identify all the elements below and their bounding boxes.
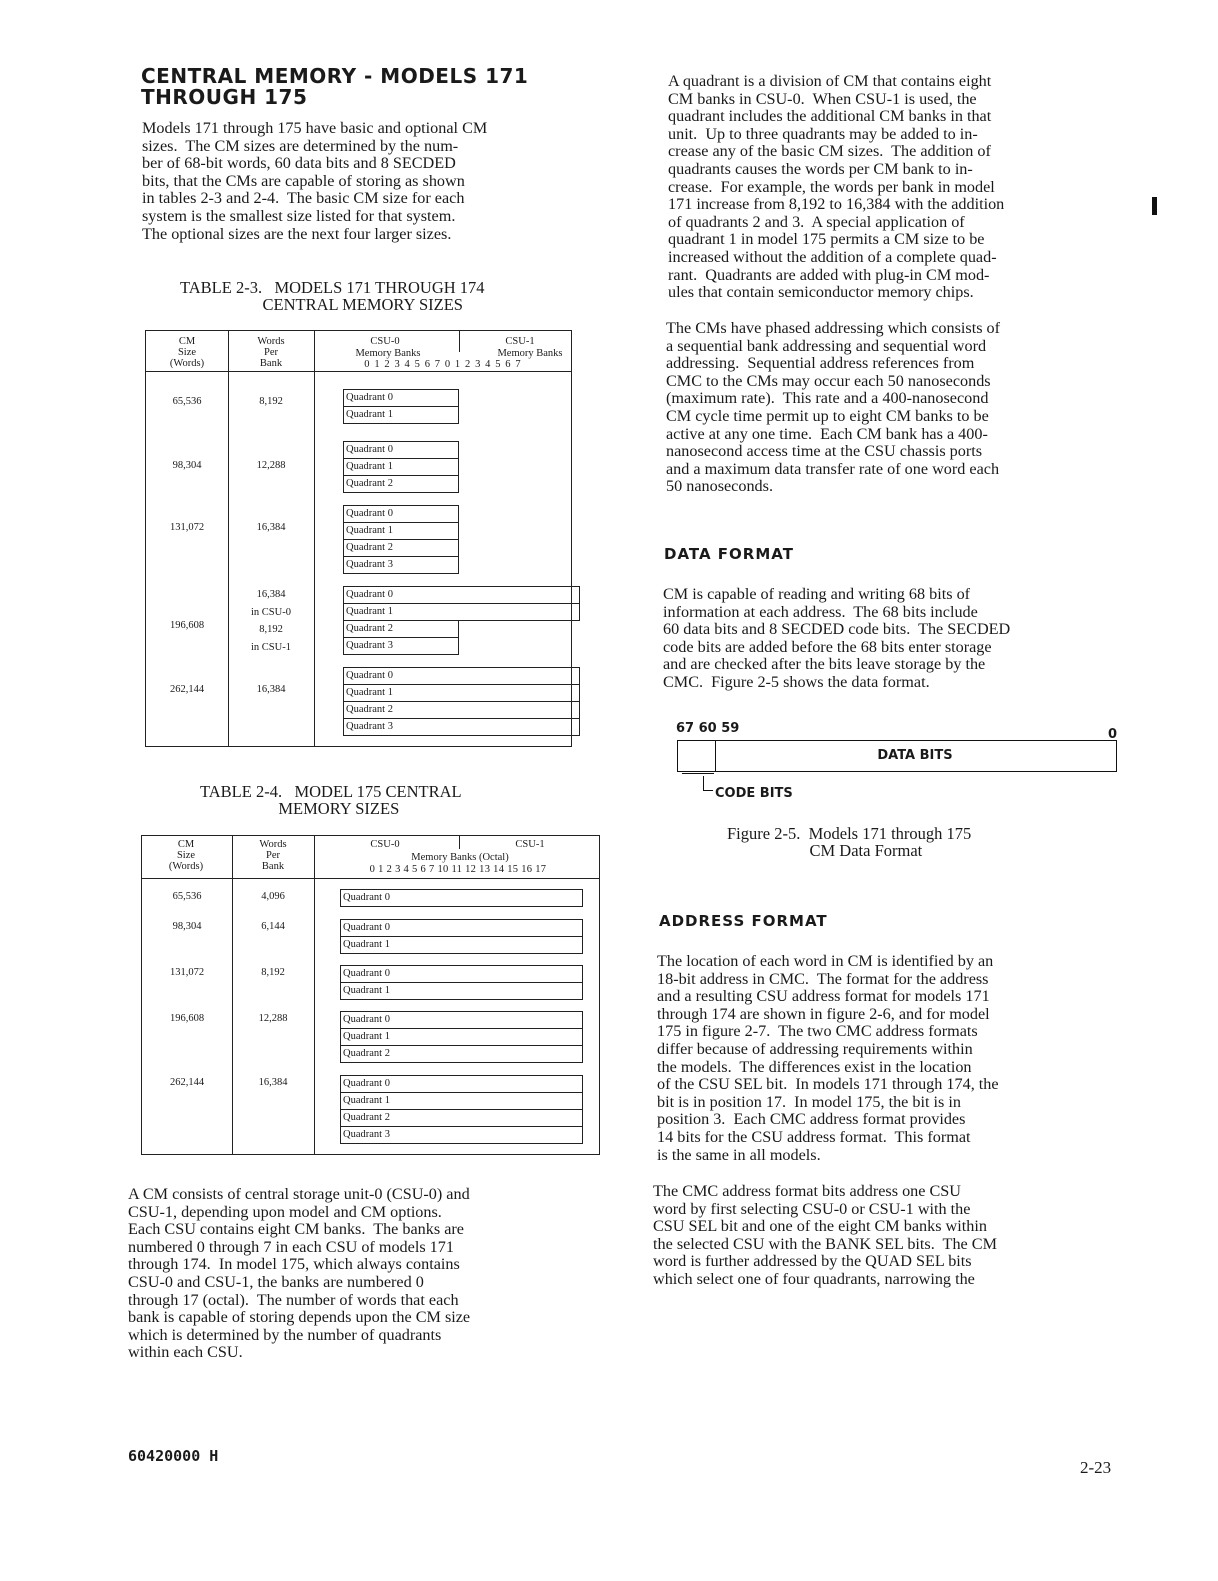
data-bits-label: DATA BITS [877,748,953,763]
quadrant-box: Quadrant 2 [343,539,459,557]
quadrant-box: Quadrant 0 [340,965,583,983]
quadrant-box: Quadrant 1 [343,522,459,540]
table-2-3-header-rule [145,371,572,372]
quadrant-box: Quadrant 2 [340,1109,583,1127]
quadrant-box: Quadrant 1 [340,936,583,954]
data-format-paragraph: CM is capable of reading and writing 68 bits of information at each address. The 68 bits include 60 data bits and 8 SECDED code bits. The SECDED code bits are added before the 68 bits enter storage and are checked after the bits leave storage by the CMC. Figure 2-5 shows the data format. [663,585,1011,691]
table-2-4-csu1: CSU-1 [515,839,545,850]
table-2-4-size-cell: 65,536 [172,891,202,902]
table-2-3-size-cell: 131,072 [169,522,205,533]
table-2-4-size-cell: 196,608 [169,1013,205,1024]
quadrant-box: Quadrant 1 [343,603,580,621]
quadrant-box: Quadrant 2 [343,620,459,638]
quadrant-box: Quadrant 0 [343,389,459,407]
table-2-3-words-cell: 12,288 [256,460,286,471]
table-2-4-words-cell: 12,288 [258,1013,288,1024]
table-2-4-size-cell: 98,304 [172,921,202,932]
quadrant-box: Quadrant 0 [343,667,580,685]
change-bar [1152,197,1157,215]
quadrant-box: Quadrant 3 [340,1126,583,1144]
table-2-3-words-cell: 16,384 in CSU-0 8,192 in CSU-1 [251,589,291,653]
table-2-4-csu-divider [459,835,460,849]
quadrant-box: Quadrant 0 [340,889,583,907]
table-2-3-size-cell: 196,608 [169,620,205,631]
table-2-3-caption: TABLE 2-3. MODELS 171 THROUGH 174 CENTRAL MEMORY SIZES [180,278,485,314]
quadrant-box: Quadrant 0 [340,1011,583,1029]
quadrant-box: Quadrant 0 [340,919,583,937]
page-number: 2-23 [1080,1458,1112,1477]
quadrant-box: Quadrant 1 [340,982,583,1000]
address-format-paragraph: The location of each word in CM is identified by an 18-bit address in CMC. The format for the address and a resulting CSU address format for models 171 through 174 are shown in figure 2-6, and for model 175 in figure 2-7. The two CMC address formats differ because of addressing requirements within the models. The differences exist in the location of the CSU SEL bit. In models 171 through 174, the bit is in position 17. In model 175, the bit is in position 3. Each CMC address format provides 14 bits for the CSU address format. This format is the same in all models. [657,952,999,1164]
address-format-heading: ADDRESS FORMAT [659,912,828,930]
quadrant-box: Quadrant 3 [343,637,459,655]
table-2-3-memory-banks-csu0: Memory Banks [355,348,421,359]
figure-2-5-caption: Figure 2-5. Models 171 through 175 CM Data Format [727,824,972,860]
quadrant-box: Quadrant 0 [343,505,459,523]
table-2-4-caption: TABLE 2-4. MODEL 175 CENTRAL MEMORY SIZES [200,782,462,818]
data-format-heading: DATA FORMAT [664,545,794,563]
table-2-3-col-words-per-bank: Words Per Bank [257,336,285,369]
phased-addressing-paragraph: The CMs have phased addressing which consists of a sequential bank addressing and sequential word addressing. Sequential address references from CMC to the CMs may occur each 50 nanoseconds (maximum rate). This rate and a 400-nanosecond CM cycle time permit up to eight CM banks to be active at any one time. Each CM bank has a 400- nanosecond access time at the CSU chassis ports and a maximum data transfer rate of one word each 50 nanoseconds. [666,319,1001,496]
quadrant-box: Quadrant 1 [343,684,580,702]
table-2-4-divider [314,835,315,1155]
quadrant-box: Quadrant 2 [343,475,459,493]
table-2-3-col-cm-size: CM Size (Words) [169,336,205,369]
code-bits-bracket [682,773,714,774]
table-2-4-words-cell: 4,096 [261,891,285,902]
quadrant-box: Quadrant 1 [343,406,459,424]
quadrant-box: Quadrant 0 [343,586,580,604]
quadrant-box: Quadrant 1 [340,1028,583,1046]
table-2-4-words-cell: 16,384 [258,1077,288,1088]
quadrant-box: Quadrant 1 [343,458,459,476]
section-heading: CENTRAL MEMORY - MODELS 171 THROUGH 175 [141,64,529,109]
quadrant-box: Quadrant 0 [340,1075,583,1093]
code-bits-label: CODE BITS [715,786,793,801]
table-2-3-words-cell: 16,384 [256,684,286,695]
quadrant-paragraph: A quadrant is a division of CM that contains eight CM banks in CSU-0. When CSU-1 is used, the quadrant includes the additional CM banks in that unit. Up to three quadrants may be added to in- crease any of the basic CM sizes. The addition of quadrants causes the words per CM bank to in- crease. For example, the words per bank in model 171 increase from 8,192 to 16,384 with the addition of quadrants 2 and 3. A special application of quadrant 1 in model 175 permits a CM size to be increased without the addition of a complete quad- rant. Quadrants are added with plug-in CM mod- ules that contain semiconductor memory chips. [668,72,1005,302]
code-bits-leader [703,790,713,791]
document-number: 60420000 H [128,1447,219,1465]
figure-bit-positions-left: 67 60 59 [676,721,740,736]
table-2-3-bank-numbers: 0 1 2 3 4 5 6 7 0 1 2 3 4 5 6 7 [364,359,522,370]
quadrant-box: Quadrant 0 [343,441,459,459]
table-2-4-csu0: CSU-0 [370,839,400,850]
table-2-4-words-cell: 6,144 [261,921,285,932]
closing-paragraph: A CM consists of central storage unit-0 (CSU-0) and CSU-1, depending upon model and CM options. Each CSU contains eight CM banks. The banks are numbered 0 through 7 in each CSU of models 171 through 174. In model 175, which always contains CSU-0 and CSU-1, the banks are numbered 0 through 17 (octal). The number of words that each bank is capable of storing depends upon the CM size which is determined by the number of quadrants within each CSU. [128,1185,471,1362]
cmc-address-paragraph: The CMC address format bits address one CSU word by first selecting CSU-0 or CSU-1 with the CSU SEL bit and one of the eight CM banks within the selected CSU with the BANK SEL bits. The CM word is further addressed by the QUAD SEL bits which select one of four quadrants, narrowing the [653,1182,997,1288]
table-2-4-size-cell: 131,072 [169,967,205,978]
quadrant-box: Quadrant 2 [343,701,580,719]
table-2-3-csu-divider [459,330,460,352]
quadrant-box: Quadrant 1 [340,1092,583,1110]
table-2-4-words-cell: 8,192 [261,967,285,978]
table-2-3-words-cell: 16,384 [256,522,286,533]
table-2-3-csu0: CSU-0 [370,336,400,347]
table-2-3-csu1: CSU-1 [505,336,535,347]
table-2-3-divider [314,330,315,747]
figure-bit-position-right: 0 [1108,727,1118,742]
table-2-4-col-cm-size: CM Size (Words) [168,839,204,872]
table-2-3-memory-banks-csu1: Memory Banks [497,348,563,359]
table-2-4-divider [232,835,233,1155]
table-2-3-words-cell: 8,192 [259,396,283,407]
table-2-3-divider [228,330,229,747]
table-2-4-bank-numbers: 0 1 2 3 4 5 6 7 10 11 12 13 14 15 16 17 [369,864,547,875]
quadrant-box: Quadrant 3 [343,718,580,736]
table-2-3-size-cell: 65,536 [172,396,202,407]
table-2-4-header-rule [141,878,600,879]
intro-paragraph: Models 171 through 175 have basic and optional CM sizes. The CM sizes are determined by the num- ber of 68-bit words, 60 data bits and 8 SECDED bits, that the CMs are capable of storing as shown in tables 2-3 and 2-4. The basic CM size for each system is the smallest size listed for that system. The optional sizes are the next four larger sizes. [142,119,488,243]
quadrant-box: Quadrant 2 [340,1045,583,1063]
table-2-4-size-cell: 262,144 [169,1077,205,1088]
table-2-4-memory-banks: Memory Banks (Octal) [411,852,509,863]
table-2-4-col-words-per-bank: Words Per Bank [259,839,287,872]
code-bits-leader [703,776,704,790]
table-2-3-size-cell: 98,304 [172,460,202,471]
quadrant-box: Quadrant 3 [343,556,459,574]
table-2-3-size-cell: 262,144 [169,684,205,695]
